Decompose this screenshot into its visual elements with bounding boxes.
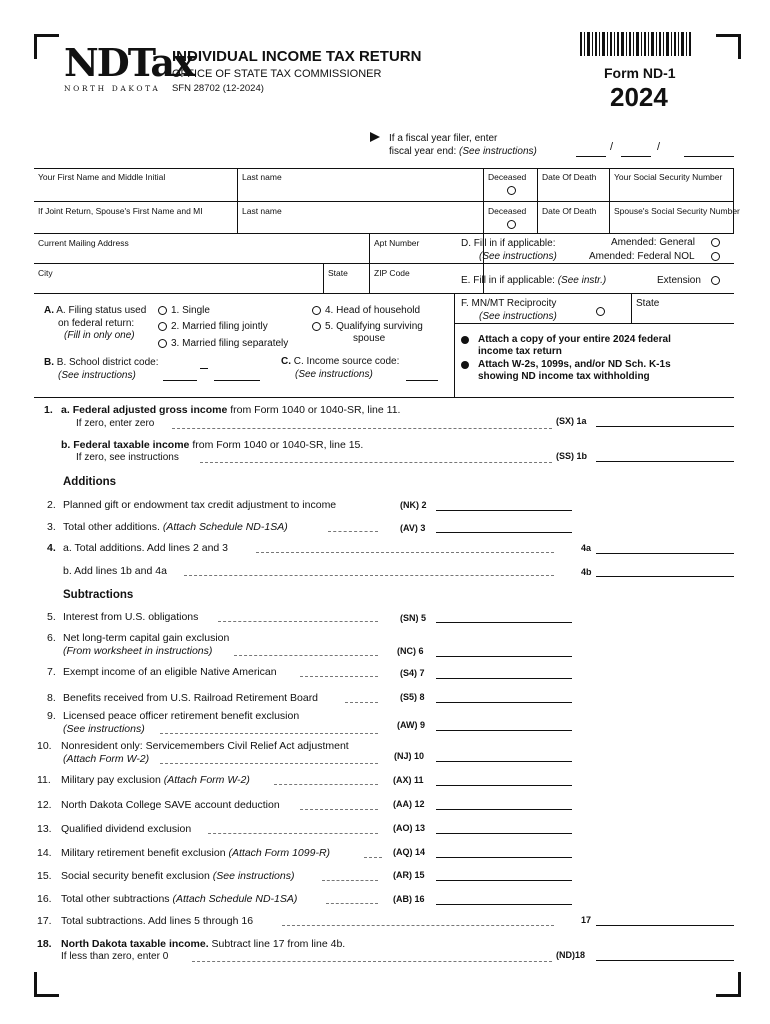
fiscal-year-field[interactable] [684, 142, 734, 157]
fiscal-year-label: If a fiscal year filer, enter [389, 133, 498, 144]
line-9-code: (AW) 9 [397, 720, 425, 730]
fiscal-day-field[interactable] [621, 142, 651, 157]
line-9-number: 9. [47, 710, 56, 722]
line-10-number: 10. [37, 740, 52, 752]
line-1a-code: (SX) 1a [556, 416, 587, 426]
line-7-number: 7. [47, 666, 56, 678]
spouse-ssn-field[interactable]: Spouse's Social Security Number [610, 202, 734, 234]
filing-status-hoh-radio[interactable] [312, 306, 321, 315]
line-1a-number: 1. [44, 404, 53, 416]
line-16-code: (AB) 16 [393, 894, 425, 904]
line-4b-code: 4b [581, 567, 592, 577]
filing-status-single-radio[interactable] [158, 306, 167, 315]
line-15-code: (AR) 15 [393, 870, 425, 880]
spouse-deceased-cell: Deceased [484, 202, 538, 234]
line-18-code: (ND)18 [556, 950, 586, 960]
filing-status-label: A. A. Filing status used on federal return: (Fill in only one) [44, 305, 147, 341]
line-7-amount[interactable] [436, 664, 572, 679]
line-1b-code: (SS) 1b [556, 451, 588, 461]
section-e-text: E. Fill in if applicable: (See instr.) [461, 275, 607, 286]
bullet-icon [461, 361, 469, 369]
logo-subtitle: NORTH DAKOTA [64, 84, 161, 93]
line-17-amount[interactable] [596, 911, 734, 926]
nd-tax-logo [64, 40, 194, 96]
subtractions-heading: Subtractions [63, 589, 134, 601]
line-13-code: (AO) 13 [393, 823, 426, 833]
line-6-number: 6. [47, 632, 56, 644]
line-1a-amount[interactable] [596, 412, 734, 427]
line-14-label: Military retirement benefit exclusion (Attach Form 1099-R) [61, 847, 331, 859]
line-9-note: (See instructions) [63, 723, 145, 735]
sfn-number: SFN 28702 (12-2024) [172, 83, 264, 94]
extension-label: Extension [657, 275, 701, 286]
line-13-number: 13. [37, 823, 52, 835]
school-district-label: B. B. School district code: (See instructions) [44, 357, 159, 381]
line-11-number: 11. [37, 774, 51, 786]
form-name: Form ND-1 [604, 65, 676, 81]
line-3-amount[interactable] [436, 518, 572, 533]
attach-note-1: Attach a copy of your entire 2024 federal income tax return [478, 334, 671, 357]
additions-heading: Additions [63, 476, 117, 488]
filing-status-qss-label: 5. Qualifying surviving spouse [325, 321, 423, 344]
filing-status-mfj-label: 2. Married filing jointly [171, 321, 268, 332]
amended-nol-radio[interactable] [711, 252, 720, 261]
line-6-label: Net long-term capital gain exclusion [63, 632, 230, 644]
amended-general-label: Amended: General [611, 237, 695, 248]
filing-status-qss-radio[interactable] [312, 322, 321, 331]
line-8-code: (S5) 8 [400, 692, 425, 702]
line-8-number: 8. [47, 692, 56, 704]
line-8-label: Benefits received from U.S. Railroad Retirement Board [63, 692, 319, 704]
fiscal-month-field[interactable] [576, 142, 606, 157]
city-field[interactable]: City [34, 264, 324, 294]
deceased-radio[interactable] [507, 186, 516, 195]
line-18-sub: If less than zero, enter 0 [61, 951, 169, 962]
line-6-note: (From worksheet in instructions) [63, 645, 213, 657]
line-3-label: Total other additions. (Attach Schedule ND-1SA) [63, 521, 288, 533]
section-f-text: F. MN/MT Reciprocity [461, 298, 557, 309]
filing-status-hoh-label: 4. Head of household [325, 305, 421, 316]
spouse-last-name-field[interactable]: Last name [238, 202, 484, 234]
filing-status-mfj-radio[interactable] [158, 322, 167, 331]
line-10-amount[interactable] [436, 747, 572, 762]
corner-mark-bottom-left [34, 972, 59, 997]
income-source-field[interactable] [406, 366, 438, 381]
logo-wordmark: NDTax [64, 40, 194, 85]
corner-mark-top-left [34, 34, 59, 59]
line-15-amount[interactable] [436, 866, 572, 881]
line-15-label: Social security benefit exclusion (See instructions) [61, 870, 295, 882]
extension-radio[interactable] [711, 276, 720, 285]
line-7-code: (S4) 7 [400, 668, 425, 678]
line-10-label: Nonresident only: Servicemembers Civil Relief Act adjustment [61, 740, 349, 752]
line-6-code: (NC) 6 [397, 646, 424, 656]
line-2-amount[interactable] [436, 496, 572, 511]
last-name-field[interactable]: Last name [238, 168, 484, 202]
state-field[interactable]: State [324, 264, 370, 294]
fiscal-year-note: (See instructions) [459, 146, 537, 157]
zip-code-field[interactable]: ZIP Code [370, 264, 484, 294]
corner-mark-top-right [716, 34, 741, 59]
spouse-first-name-field[interactable]: If Joint Return, Spouse's First Name and MI [34, 202, 238, 234]
line-2-code: (NK) 2 [400, 500, 427, 510]
line-11-amount[interactable] [436, 771, 572, 786]
line-10-code: (NJ) 10 [394, 751, 425, 761]
line-7-label: Exempt income of an eligible Native American [63, 666, 277, 678]
line-12-code: (AA) 12 [393, 799, 425, 809]
filing-status-mfs-label: 3. Married filing separately [171, 338, 289, 349]
arrow-right-icon [370, 132, 380, 142]
line-14-code: (AQ) 14 [393, 847, 426, 857]
line-13-amount[interactable] [436, 819, 572, 834]
line-4a-number: 4. [47, 542, 56, 554]
line-2-label: Planned gift or endowment tax credit adjustment to income [63, 499, 337, 511]
school-district-field-2[interactable] [214, 366, 260, 381]
line-4b-amount[interactable] [596, 562, 734, 577]
line-11-label: Military pay exclusion (Attach Form W-2) [61, 774, 250, 786]
line-1b-label: b. Federal taxable income from Form 1040 or 1040-SR, line 15. [61, 439, 364, 451]
fiscal-year-end-text: fiscal year end: [389, 146, 457, 157]
line-5-code: (SN) 5 [400, 613, 427, 623]
line-5-label: Interest from U.S. obligations [63, 611, 199, 623]
line-13-label: Qualified dividend exclusion [61, 823, 192, 835]
line-14-amount[interactable] [436, 843, 572, 858]
apt-number-field[interactable]: Apt Number [370, 234, 484, 264]
ssn-field[interactable]: Your Social Security Number [610, 168, 734, 202]
section-d-text: D. Fill in if applicable: [461, 238, 556, 249]
line-11-code: (AX) 11 [393, 775, 424, 785]
line-8-amount[interactable] [436, 688, 572, 703]
form-title: INDIVIDUAL INCOME TAX RETURN [172, 48, 422, 65]
fiscal-slash-1: / [610, 141, 614, 153]
line-15-number: 15. [37, 870, 52, 882]
line-2-number: 2. [47, 499, 56, 511]
amended-nol-label: Amended: Federal NOL [589, 251, 695, 262]
line-3-number: 3. [47, 521, 56, 533]
line-12-amount[interactable] [436, 795, 572, 810]
bullet-icon [461, 336, 469, 344]
line-14-number: 14. [37, 847, 52, 859]
line-17-label: Total subtractions. Add lines 5 through 16 [61, 915, 254, 927]
line-1b-amount[interactable] [596, 447, 734, 462]
line-12-label: North Dakota College SAVE account deduction [61, 799, 280, 811]
line-16-label: Total other subtractions (Attach Schedule ND-1SA) [61, 893, 298, 905]
line-9-label: Licensed peace officer retirement benefit exclusion [63, 710, 300, 722]
deceased-cell: Deceased [484, 168, 538, 202]
amended-general-radio[interactable] [711, 238, 720, 247]
line-18-label: North Dakota taxable income. Subtract line 17 from line 4b. [61, 938, 346, 950]
section-f-note: (See instructions) [479, 311, 557, 322]
barcode [580, 32, 694, 56]
spouse-deceased-radio[interactable] [507, 220, 516, 229]
line-9-amount[interactable] [436, 716, 572, 731]
section-d-note: (See instructions) [479, 251, 557, 262]
line-1a-label: a. Federal adjusted gross income from Form 1040 or 1040-SR, line 11. [61, 404, 401, 416]
line-17-number: 17. [37, 915, 52, 927]
line-4a-amount[interactable] [596, 539, 734, 554]
tax-year: 2024 [610, 82, 668, 112]
attach-note-2: Attach W-2s, 1099s, and/or ND Sch. K-1s showing ND income tax withholding [478, 359, 671, 382]
reciprocity-state-label: State [636, 298, 660, 309]
line-4b-label: b. Add lines 1b and 4a [63, 565, 167, 577]
fiscal-year-end-label [389, 146, 537, 157]
line-16-amount[interactable] [436, 890, 572, 905]
first-name-field[interactable]: Your First Name and Middle Initial [34, 168, 238, 202]
school-district-dash [200, 358, 208, 369]
filing-status-single-label: 1. Single [171, 305, 210, 316]
income-source-label: C. C. Income source code: (See instructions) [281, 356, 400, 380]
line-3-code: (AV) 3 [400, 523, 426, 533]
school-district-field-1[interactable] [163, 366, 197, 381]
line-4a-code: 4a [581, 543, 592, 553]
line-5-number: 5. [47, 611, 56, 623]
spouse-date-of-death-field[interactable]: Date Of Death [538, 202, 610, 234]
line-12-number: 12. [37, 799, 52, 811]
line-18-amount[interactable] [596, 946, 734, 961]
mailing-address-field[interactable]: Current Mailing Address [34, 234, 370, 264]
line-1b-sub: If zero, see instructions [76, 452, 179, 463]
line-4a-label: a. Total additions. Add lines 2 and 3 [63, 542, 229, 554]
line-17-code: 17 [581, 915, 592, 925]
fiscal-slash-2: / [657, 141, 661, 153]
reciprocity-radio[interactable] [596, 307, 605, 316]
line-5-amount[interactable] [436, 608, 572, 623]
line-16-number: 16. [37, 893, 52, 905]
line-18-number: 18. [37, 938, 52, 950]
office-name: OFFICE OF STATE TAX COMMISSIONER [172, 68, 382, 80]
line-10-note: (Attach Form W-2) [63, 753, 150, 765]
date-of-death-field[interactable]: Date Of Death [538, 168, 610, 202]
corner-mark-bottom-right [716, 972, 741, 997]
filing-status-mfs-radio[interactable] [158, 339, 167, 348]
line-6-amount[interactable] [436, 642, 572, 657]
line-1a-sub: If zero, enter zero [76, 418, 155, 429]
